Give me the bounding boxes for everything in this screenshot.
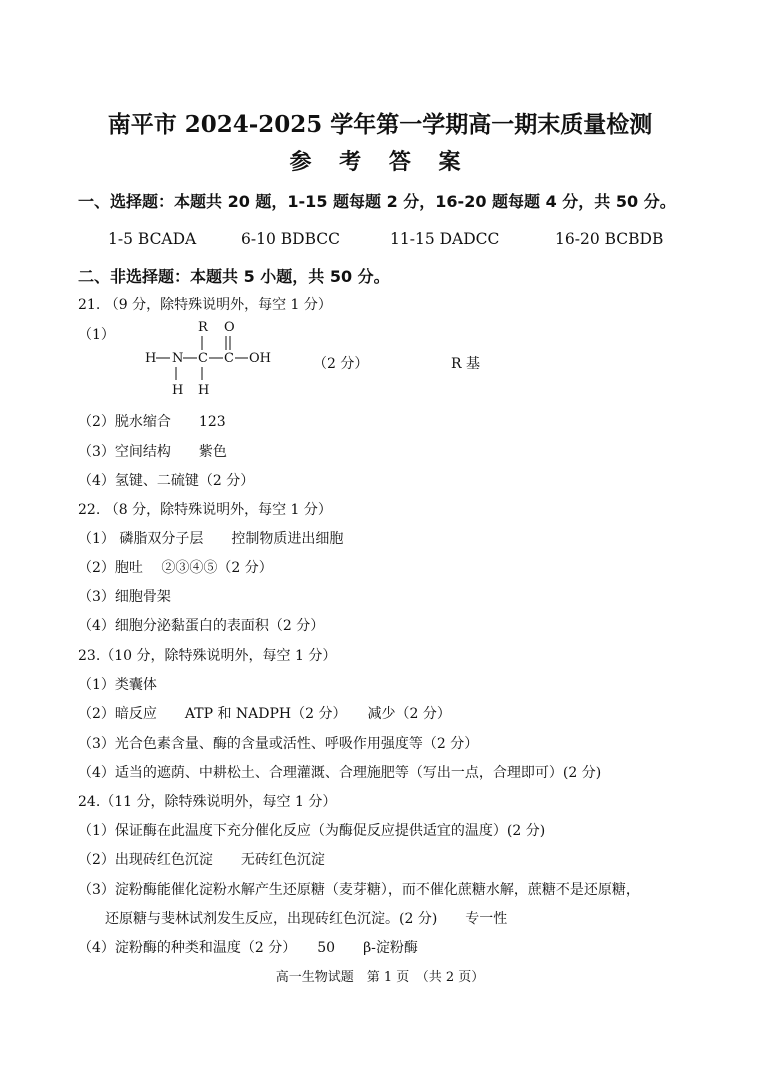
q22-part2: （2）胞吐 ②③④⑤（2 分） <box>78 560 273 576</box>
q24-header: 24.（11 分，除特殊说明外，每空 1 分） <box>78 794 337 810</box>
q23-part2: （2）暗反应 ATP 和 NADPH（2 分） 减少（2 分） <box>78 706 451 722</box>
formula-r-group: R <box>198 320 208 335</box>
formula-alpha-hydrogen: H <box>198 383 210 398</box>
formula-hydroxyl: OH <box>249 351 271 366</box>
q22-header: 22. （8 分，除特殊说明外，每空 1 分） <box>78 502 332 518</box>
formula-carboxyl-carbon: C <box>224 351 234 366</box>
q23-header: 23.（10 分，除特殊说明外，每空 1 分） <box>78 648 337 664</box>
q21-part1-label: （1） <box>78 327 115 343</box>
formula-amino-hydrogen-bottom: H <box>172 383 184 398</box>
q22-part4: （4）细胞分泌黏蛋白的表面积（2 分） <box>78 618 325 634</box>
q22-part3: （3）细胞骨架 <box>78 589 171 605</box>
q24-part1: （1）保证酶在此温度下充分催化反应（为酶促反应提供适宜的温度）(2 分) <box>78 823 546 839</box>
q22-part1: （1） 磷脂双分子层 控制物质进出细胞 <box>78 531 344 547</box>
q21-part1-answer-r-group: R 基 <box>451 356 480 372</box>
q23-part3: （3）光合色素含量、酶的含量或活性、呼吸作用强度等（2 分） <box>78 736 479 752</box>
q21-part4: （4）氢键、二硫键（2 分） <box>78 473 255 489</box>
q24-part3-line1: （3）淀粉酶能催化淀粉水解产生还原糖（麦芽糖），而不催化蔗糖水解，蔗糖不是还原糖， <box>78 882 640 898</box>
q24-part2: （2）出现砖红色沉淀 无砖红色沉淀 <box>78 852 325 868</box>
amino-acid-structure-diagram <box>140 316 280 400</box>
section1-heading: 一、选择题：本题共 20 题，1-15 题每题 2 分，16-20 题每题 4 分，共 50 分。 <box>78 192 676 211</box>
mc-answers-11-15: 11-15 DADCC <box>390 230 500 248</box>
formula-amino-hydrogen-left: H <box>145 351 157 366</box>
mc-answers-6-10: 6-10 BDBCC <box>241 230 340 248</box>
page-subtitle: 参 考 答 案 <box>289 149 471 175</box>
mc-answers-1-5: 1-5 BCADA <box>108 230 197 248</box>
mc-answers-16-20: 16-20 BCBDB <box>555 230 664 248</box>
formula-carbonyl-oxygen: O <box>224 320 235 335</box>
section2-heading: 二、非选择题：本题共 5 小题，共 50 分。 <box>78 267 390 286</box>
q21-part3: （3）空间结构 紫色 <box>78 444 227 460</box>
page-footer: 高一生物试题 第 1 页 （共 2 页） <box>275 970 485 985</box>
q21-part1-score: （2 分） <box>313 356 369 372</box>
q21-header: 21. （9 分，除特殊说明外，每空 1 分） <box>78 297 332 313</box>
q23-part1: （1）类囊体 <box>78 677 157 693</box>
formula-alpha-carbon: C <box>198 351 208 366</box>
page-title: 南平市 2024-2025 学年第一学期高一期末质量检测 <box>107 111 653 138</box>
q24-part4: （4）淀粉酶的种类和温度（2 分） 50 β-淀粉酶 <box>78 940 418 956</box>
formula-nitrogen: N <box>172 351 184 366</box>
q24-part3-line2: 还原糖与斐林试剂发生反应，出现砖红色沉淀。(2 分) 专一性 <box>105 911 508 927</box>
q23-part4: （4）适当的遮荫、中耕松土、合理灌溉、合理施肥等（写出一点，合理即可）(2 分) <box>78 765 602 781</box>
q21-part2: （2）脱水缩合 123 <box>78 414 226 430</box>
